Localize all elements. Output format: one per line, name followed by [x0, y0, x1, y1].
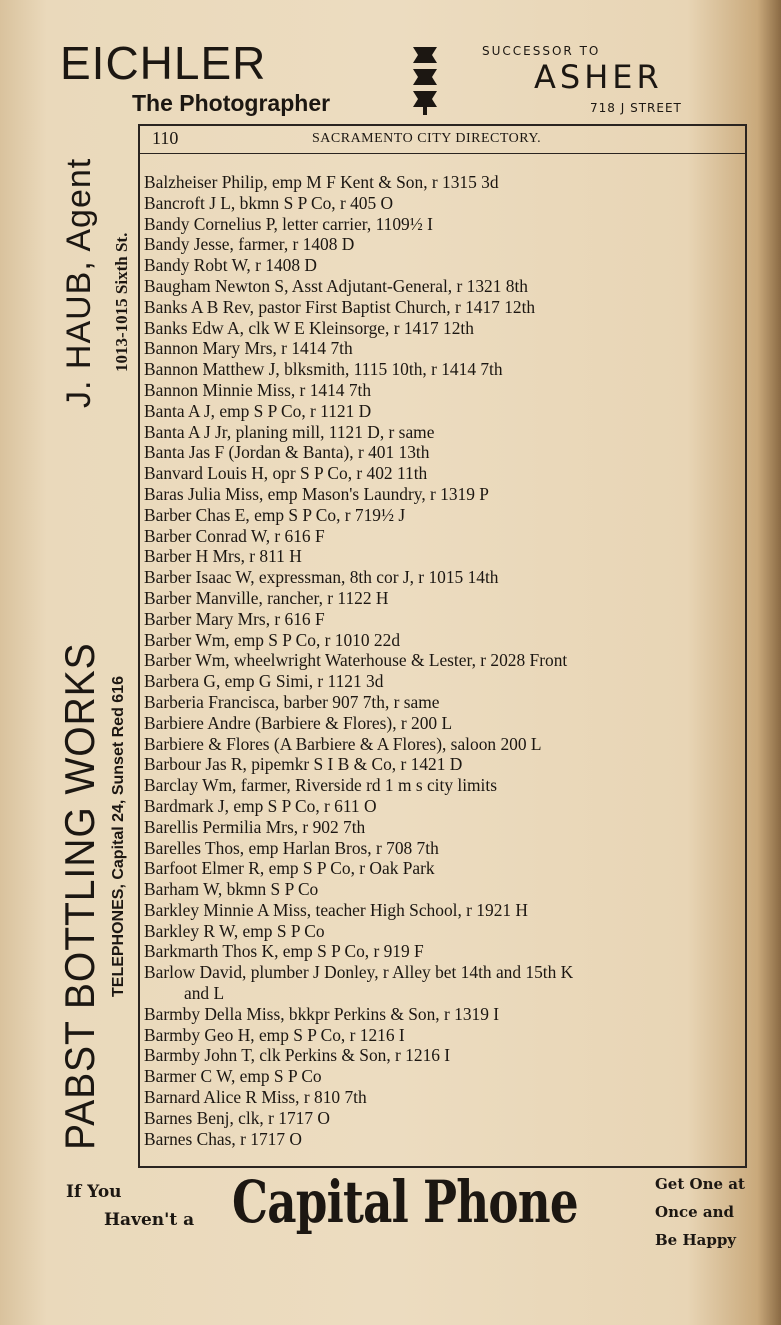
directory-entry: Barellis Permilia Mrs, r 902 7th [144, 816, 366, 837]
directory-entry: Balzheiser Philip, emp M F Kent & Son, r 1315 3d [144, 172, 499, 192]
directory-entry: Barbiere & Flores (A Barbiere & A Flores), saloon 200 L [144, 733, 542, 754]
frame-right [745, 124, 747, 1168]
directory-entry: Barmby John T, clk Perkins & Son, r 1216 I [144, 1045, 451, 1066]
phone-ad-right-line2: Once and [655, 1203, 734, 1221]
directory-entry: Barmby Della Miss, bkkpr Perkins & Son, r 1319 I [144, 1003, 500, 1024]
directory-entry: Banks Edw A, clk W E Kleinsorge, r 1417 12th [144, 317, 474, 338]
ornament-emblem-icon [410, 45, 440, 117]
directory-entry: Bannon Mary Mrs, r 1414 7th [144, 338, 353, 359]
directory-entry: Bannon Minnie Miss, r 1414 7th [144, 379, 372, 400]
directory-entry: Barmby Geo H, emp S P Co, r 1216 I [144, 1024, 405, 1045]
eichler-ad-subtitle: The Photographer [132, 90, 331, 116]
phone-ad-title: Capital Phone [232, 1168, 578, 1236]
header-rule [140, 153, 745, 154]
running-head: SACRAMENTO CITY DIRECTORY. [312, 131, 542, 146]
directory-entry: Barber Conrad W, r 616 F [144, 525, 325, 546]
successor-label: SUCCESSOR TO [482, 44, 601, 58]
directory-entry: Barber H Mrs, r 811 H [144, 546, 302, 567]
directory-entry: Bandy Cornelius P, letter carrier, 1109½ I [144, 213, 433, 234]
page-number: 110 [152, 128, 179, 148]
pabst-ad-title: PABST BOTTLING WORKS [56, 642, 103, 1150]
directory-entry: Banks A B Rev, pastor First Baptist Church, r 1417 12th [144, 296, 536, 317]
directory-entry: Barfoot Elmer R, emp S P Co, r Oak Park [144, 858, 435, 879]
directory-entry: Barberia Francisca, barber 907 7th, r same [144, 691, 440, 712]
directory-entry: Bancroft J L, bkmn S P Co, r 405 O [144, 192, 394, 213]
directory-entry: Barnes Chas, r 1717 O [144, 1128, 302, 1149]
phone-ad-right [655, 1170, 745, 1254]
directory-entry: Barber Wm, emp S P Co, r 1010 22d [144, 629, 401, 650]
directory-entry: Barmer C W, emp S P Co [144, 1066, 322, 1087]
pabst-ad-address: 1013-1015 Sixth St. [112, 232, 131, 372]
directory-entry: Barkley Minnie A Miss, teacher High School, r 1921 H [144, 899, 528, 920]
directory-entry: Bandy Jesse, farmer, r 1408 D [144, 234, 355, 255]
directory-entry: Barnes Benj, clk, r 1717 O [144, 1107, 330, 1128]
directory-entry: Barber Chas E, emp S P Co, r 719½ J [144, 504, 406, 525]
eichler-ad-title: EICHLER [60, 37, 267, 89]
phone-ad-left-line1: If You [66, 1182, 122, 1202]
directory-entry: Barbera G, emp G Simi, r 1121 3d [144, 671, 384, 692]
directory-entry: Barbiere Andre (Barbiere & Flores), r 200 L [144, 712, 453, 733]
asher-ad-address: 718 J STREET [590, 101, 682, 115]
directory-entry: Barkley R W, emp S P Co [144, 920, 325, 941]
directory-entry: Bannon Matthew J, blksmith, 1115 10th, r 1414 7th [144, 359, 503, 380]
directory-entry: Barber Wm, wheelwright Waterhouse & Lester, r 2028 Front [144, 650, 568, 671]
directory-entry: Banta Jas F (Jordan & Banta), r 401 13th [144, 442, 430, 463]
directory-entries [144, 172, 744, 1149]
phone-ad-right-line3: Be Happy [655, 1231, 737, 1249]
frame-top [138, 124, 747, 126]
directory-entry: Banta A J, emp S P Co, r 1121 D [144, 400, 372, 421]
directory-entry: Barber Mary Mrs, r 616 F [144, 608, 325, 629]
directory-entry: Barnard Alice R Miss, r 810 7th [144, 1087, 367, 1108]
directory-entry: Banvard Louis H, opr S P Co, r 402 11th [144, 463, 428, 484]
directory-entry: Banta A J Jr, planing mill, 1121 D, r same [144, 421, 435, 442]
directory-entry: Baras Julia Miss, emp Mason's Laundry, r 1319 P [144, 483, 489, 504]
directory-entry: Barlow David, plumber J Donley, r Alley bet 14th and 15th K [144, 962, 574, 983]
directory-entry: Baugham Newton S, Asst Adjutant-General, r 1321 8th [144, 275, 528, 296]
directory-entry: Barclay Wm, farmer, Riverside rd 1 m s city limits [144, 775, 497, 796]
directory-entry: Bandy Robt W, r 1408 D [144, 255, 317, 276]
pabst-ad-agent: J. HAUB, Agent [60, 157, 98, 408]
directory-entry: Bardmark J, emp S P Co, r 611 O [144, 795, 377, 816]
phone-ad-right-line1: Get One at [655, 1175, 745, 1193]
directory-entry: Barelles Thos, emp Harlan Bros, r 708 7th [144, 837, 439, 858]
directory-entry: Barham W, bkmn S P Co [144, 879, 319, 900]
pabst-ad-telephones: TELEPHONES, Capital 24, Sunset Red 616 [110, 676, 127, 997]
asher-ad-title: ASHER [534, 58, 663, 96]
directory-entry-continuation: and L [184, 983, 225, 1004]
directory-entry: Barber Manville, rancher, r 1122 H [144, 587, 389, 608]
directory-entry: Barkmarth Thos K, emp S P Co, r 919 F [144, 941, 424, 962]
directory-entry: Barbour Jas R, pipemkr S I B & Co, r 1421 D [144, 754, 463, 775]
phone-ad-left-line2: Haven't a [104, 1210, 195, 1230]
directory-entry: Barber Isaac W, expressman, 8th cor J, r 1015 14th [144, 567, 499, 588]
frame-left-outer [138, 124, 140, 1168]
